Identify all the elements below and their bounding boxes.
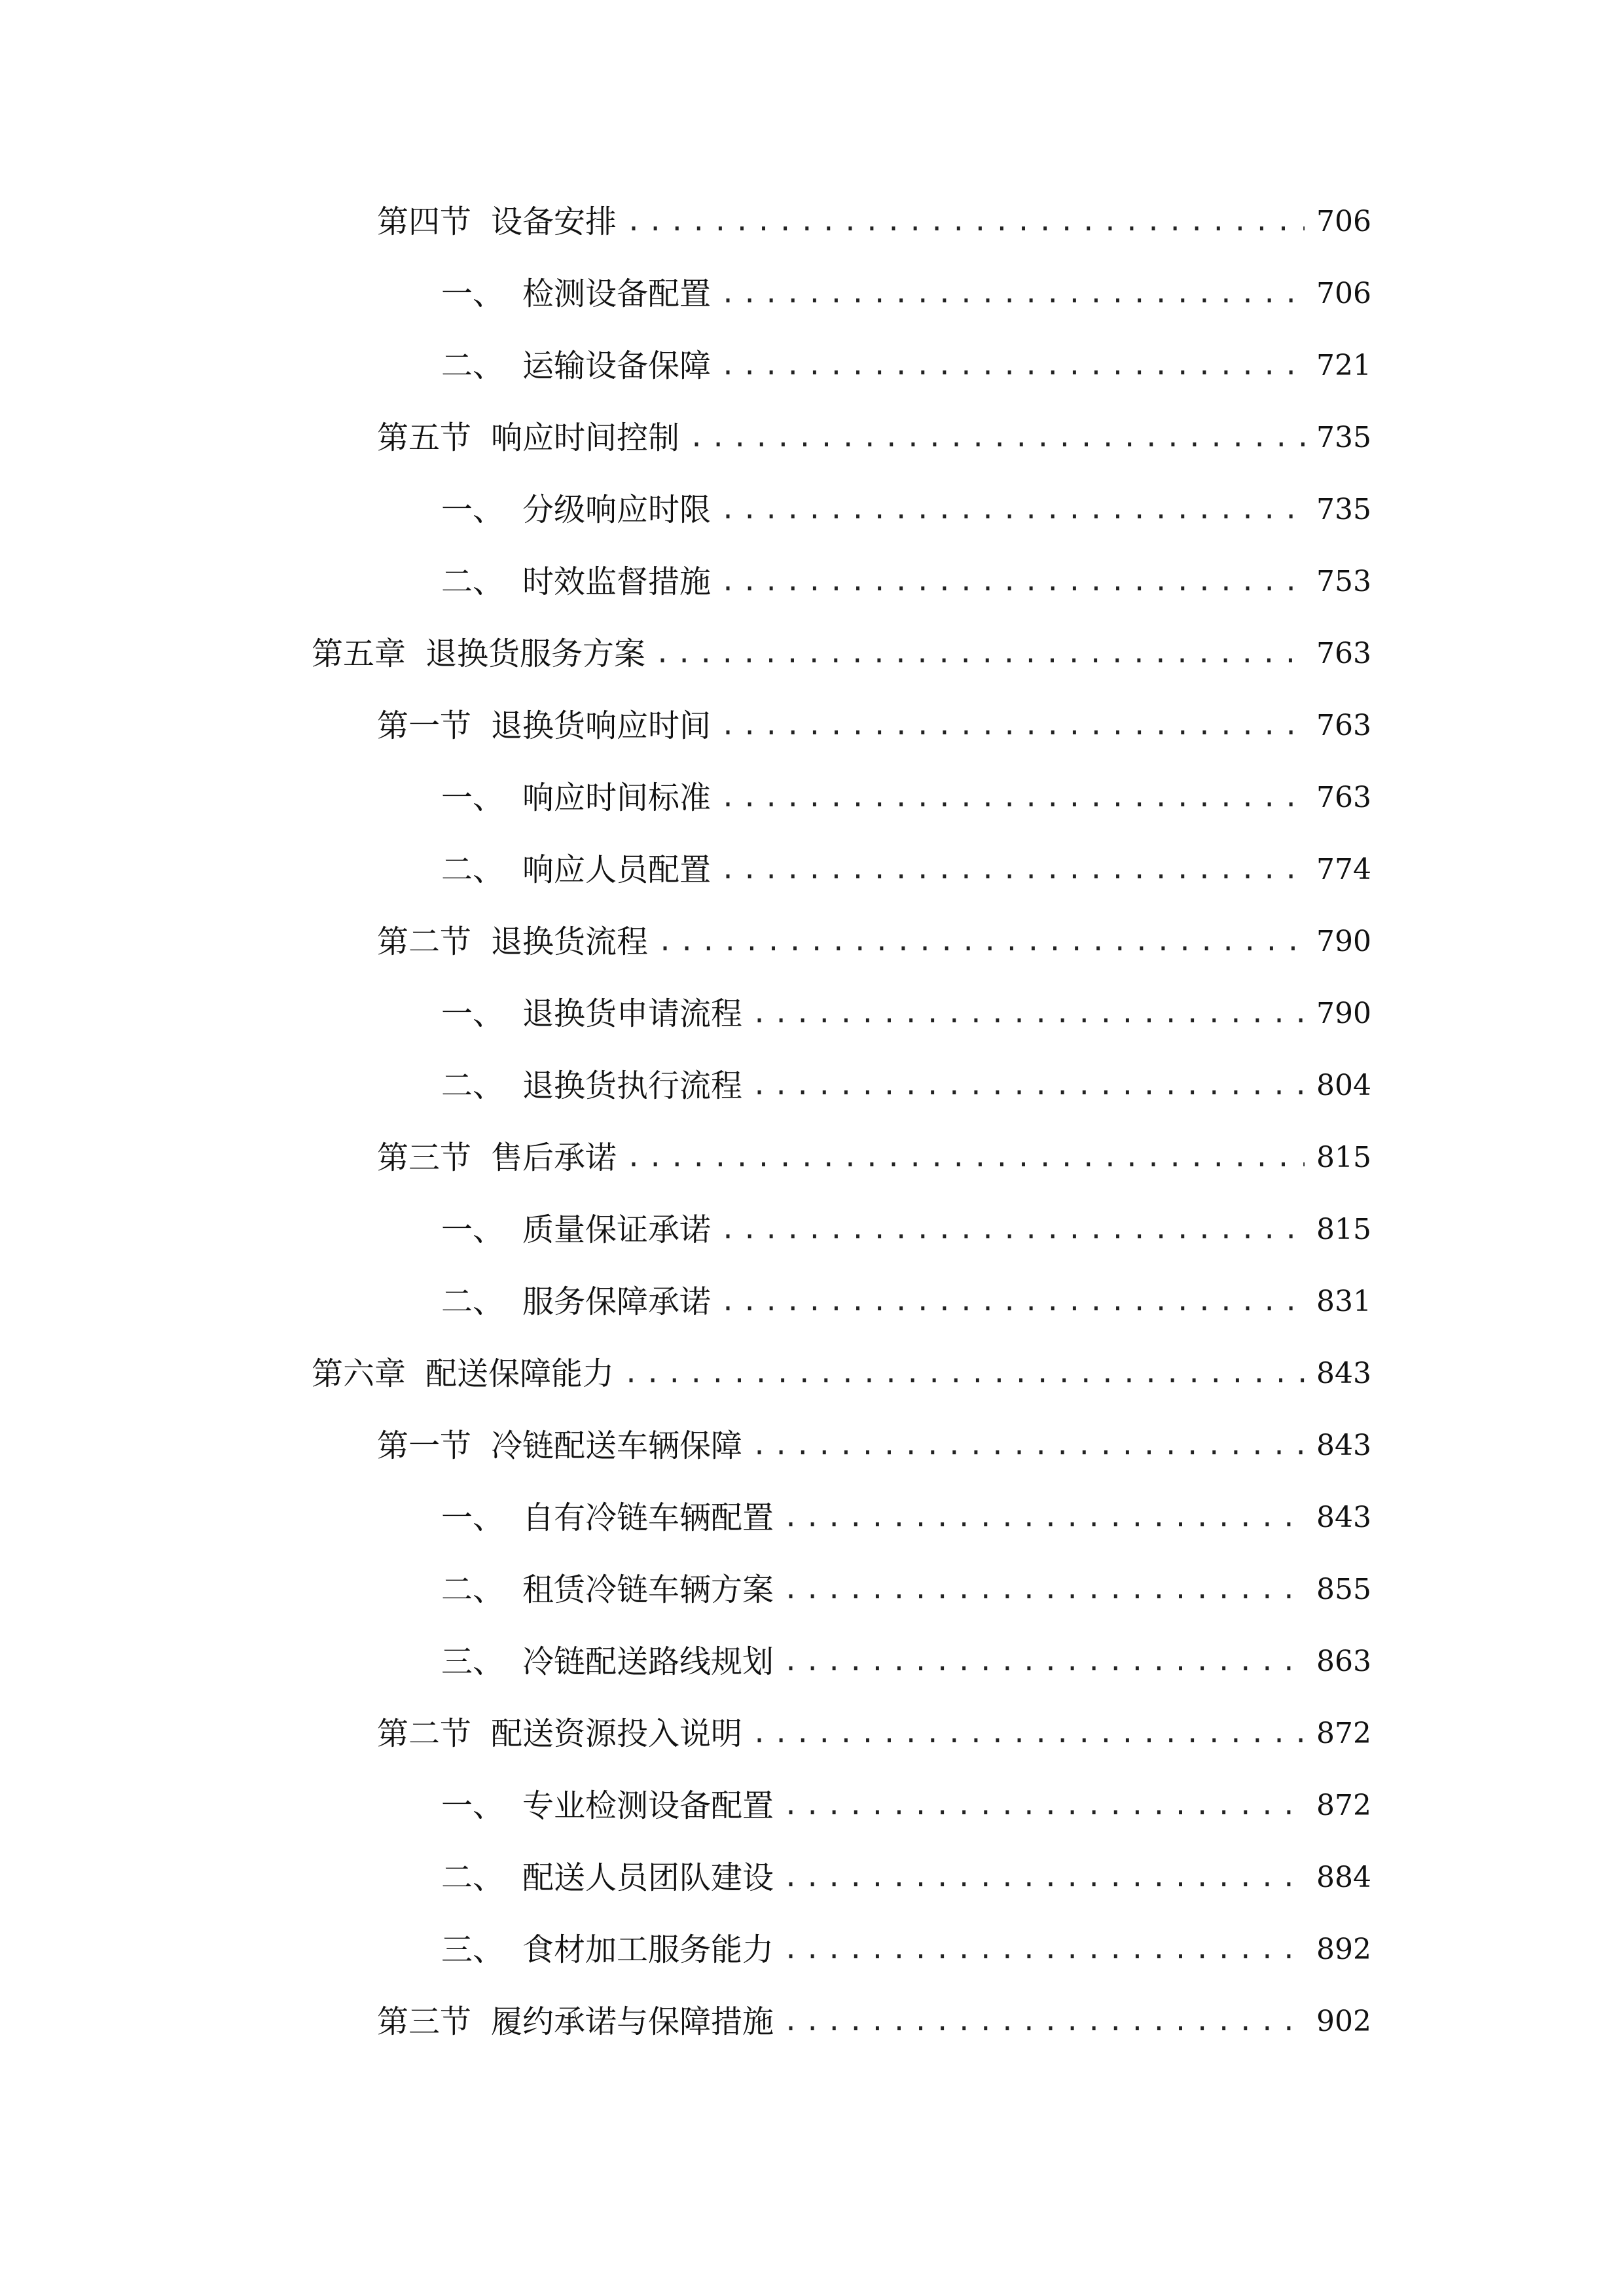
toc-entry-page: 815	[1316, 1141, 1371, 1174]
toc-entry-page: 763	[1316, 709, 1371, 742]
toc-entry[interactable]	[0, 1986, 1624, 2058]
dot-leader	[626, 1138, 1305, 1177]
toc-entry-title: 售后承诺	[491, 1139, 617, 1176]
toc-entry-number: 一、	[441, 1787, 505, 1824]
toc-entry-page: 843	[1316, 1501, 1371, 1534]
toc-entry-title: 冷链配送路线规划	[522, 1643, 774, 1680]
dot-leader	[783, 1498, 1305, 1537]
toc-entry-number: 二、	[441, 1283, 505, 1320]
dot-leader	[783, 2002, 1305, 2041]
dot-leader	[751, 1066, 1305, 1105]
toc-entry-number: 一、	[441, 492, 505, 528]
toc-entry-number: 二、	[441, 564, 505, 600]
dot-leader	[720, 1210, 1305, 1249]
toc-entry-number: 一、	[441, 1211, 505, 1248]
toc-entry-page: 804	[1316, 1069, 1371, 1102]
toc-entry-number: 一、	[441, 780, 505, 816]
toc-entry[interactable]	[0, 1626, 1624, 1698]
toc-entry[interactable]	[0, 978, 1624, 1050]
dot-leader	[720, 850, 1305, 889]
toc-entry[interactable]	[0, 1266, 1624, 1338]
toc-entry-number: 第六章	[312, 1355, 406, 1392]
toc-entry-page: 763	[1316, 637, 1371, 670]
toc-entry-title: 运输设备保障	[522, 348, 712, 384]
dot-leader	[689, 418, 1305, 457]
toc-entry[interactable]	[0, 474, 1624, 546]
toc-entry[interactable]	[0, 1770, 1624, 1842]
toc-entry[interactable]	[0, 690, 1624, 762]
toc-entry-title: 设备安排	[491, 204, 617, 240]
toc-entry[interactable]	[0, 1050, 1624, 1122]
toc-entry-number: 二、	[441, 1067, 505, 1104]
toc-entry[interactable]	[0, 1122, 1624, 1194]
toc-entry-title: 分级响应时限	[522, 492, 712, 528]
table-of-contents	[0, 186, 1624, 2058]
toc-entry-page: 706	[1316, 277, 1371, 310]
toc-entry[interactable]	[0, 330, 1624, 402]
dot-leader	[751, 1714, 1305, 1753]
toc-entry-page: 721	[1316, 349, 1371, 382]
toc-entry-page: 763	[1316, 781, 1371, 814]
toc-entry-number: 一、	[441, 276, 505, 312]
dot-leader	[720, 778, 1305, 817]
toc-entry-page: 884	[1316, 1861, 1371, 1894]
toc-entry-title: 退换货执行流程	[522, 1067, 743, 1104]
dot-leader	[783, 1642, 1305, 1681]
dot-leader	[783, 1930, 1305, 1969]
toc-entry-number: 一、	[441, 996, 505, 1032]
dot-leader	[720, 1282, 1305, 1321]
toc-entry[interactable]	[0, 1482, 1624, 1554]
dot-leader	[720, 490, 1305, 529]
toc-entry-title: 专业检测设备配置	[522, 1787, 774, 1824]
toc-entry-number: 一、	[441, 1499, 505, 1536]
toc-entry-title: 时效监督措施	[522, 564, 712, 600]
toc-entry-title: 租赁冷链车辆方案	[522, 1571, 774, 1608]
toc-entry[interactable]	[0, 834, 1624, 906]
toc-entry-page: 815	[1316, 1213, 1371, 1246]
toc-entry-title: 响应人员配置	[522, 852, 712, 888]
dot-leader	[657, 922, 1305, 961]
toc-entry[interactable]	[0, 1842, 1624, 1914]
toc-entry-number: 第二节	[377, 1715, 472, 1752]
toc-entry[interactable]	[0, 402, 1624, 474]
dot-leader	[720, 346, 1305, 386]
dot-leader	[751, 994, 1305, 1033]
dot-leader	[783, 1786, 1305, 1825]
toc-entry[interactable]	[0, 186, 1624, 258]
toc-entry-page: 892	[1316, 1933, 1371, 1966]
dot-leader	[623, 1354, 1305, 1393]
toc-entry-number: 第三节	[377, 2003, 472, 2040]
toc-entry-title: 自有冷链车辆配置	[522, 1499, 774, 1536]
toc-entry-page: 735	[1316, 493, 1371, 526]
toc-entry-number: 第五章	[312, 636, 406, 672]
toc-entry[interactable]	[0, 1698, 1624, 1770]
toc-entry-number: 二、	[441, 852, 505, 888]
toc-entry[interactable]	[0, 906, 1624, 978]
toc-entry-page: 790	[1316, 925, 1371, 958]
toc-entry[interactable]	[0, 1914, 1624, 1986]
toc-entry-page: 735	[1316, 421, 1371, 454]
toc-entry-title: 退换货服务方案	[425, 636, 646, 672]
dot-leader	[720, 706, 1305, 745]
dot-leader	[720, 562, 1305, 601]
toc-entry[interactable]	[0, 1194, 1624, 1266]
dot-leader	[751, 1426, 1305, 1465]
toc-entry-title: 配送人员团队建设	[522, 1859, 774, 1896]
toc-entry[interactable]	[0, 258, 1624, 330]
toc-entry-page: 863	[1316, 1645, 1371, 1678]
toc-entry-title: 检测设备配置	[522, 276, 712, 312]
dot-leader	[655, 634, 1305, 673]
toc-entry-title: 服务保障承诺	[522, 1283, 712, 1320]
toc-entry[interactable]	[0, 546, 1624, 618]
toc-entry-page: 706	[1316, 205, 1371, 238]
toc-entry-number: 第五节	[377, 420, 472, 456]
toc-entry-page: 855	[1316, 1573, 1371, 1606]
toc-entry-title: 响应时间标准	[522, 780, 712, 816]
toc-entry-number: 二、	[441, 348, 505, 384]
toc-entry-number: 三、	[441, 1931, 505, 1968]
toc-entry-page: 872	[1316, 1717, 1371, 1750]
toc-entry-page: 843	[1316, 1429, 1371, 1462]
toc-entry-number: 二、	[441, 1859, 505, 1896]
toc-entry-title: 冷链配送车辆保障	[491, 1427, 743, 1464]
toc-entry-title: 配送资源投入说明	[491, 1715, 743, 1752]
dot-leader	[720, 274, 1305, 314]
toc-entry-number: 第二节	[377, 924, 472, 960]
dot-leader	[783, 1570, 1305, 1609]
dot-leader	[783, 1858, 1305, 1897]
toc-entry-page: 872	[1316, 1789, 1371, 1822]
toc-entry-number: 第一节	[377, 708, 472, 744]
toc-entry[interactable]	[0, 762, 1624, 834]
toc-entry-title: 退换货流程	[491, 924, 649, 960]
toc-entry-title: 配送保障能力	[425, 1355, 615, 1392]
toc-entry-number: 第一节	[377, 1427, 472, 1464]
toc-entry-page: 753	[1316, 565, 1371, 598]
toc-entry[interactable]	[0, 1554, 1624, 1626]
toc-entry-title: 响应时间控制	[491, 420, 680, 456]
toc-entry[interactable]	[0, 1410, 1624, 1482]
toc-entry[interactable]	[0, 618, 1624, 690]
toc-entry-title: 退换货申请流程	[522, 996, 743, 1032]
toc-entry-number: 三、	[441, 1643, 505, 1680]
toc-entry-page: 902	[1316, 2005, 1371, 2038]
toc-entry-title: 食材加工服务能力	[522, 1931, 774, 1968]
toc-entry-page: 831	[1316, 1285, 1371, 1318]
dot-leader	[626, 202, 1305, 242]
toc-entry-title: 质量保证承诺	[522, 1211, 712, 1248]
toc-entry-number: 第三节	[377, 1139, 472, 1176]
toc-entry-title: 退换货响应时间	[491, 708, 712, 744]
toc-entry-page: 843	[1316, 1357, 1371, 1390]
toc-entry-title: 履约承诺与保障措施	[491, 2003, 774, 2040]
toc-entry[interactable]	[0, 1338, 1624, 1410]
toc-entry-number: 第四节	[377, 204, 472, 240]
toc-entry-number: 二、	[441, 1571, 505, 1608]
toc-entry-page: 790	[1316, 997, 1371, 1030]
toc-entry-page: 774	[1316, 853, 1371, 886]
